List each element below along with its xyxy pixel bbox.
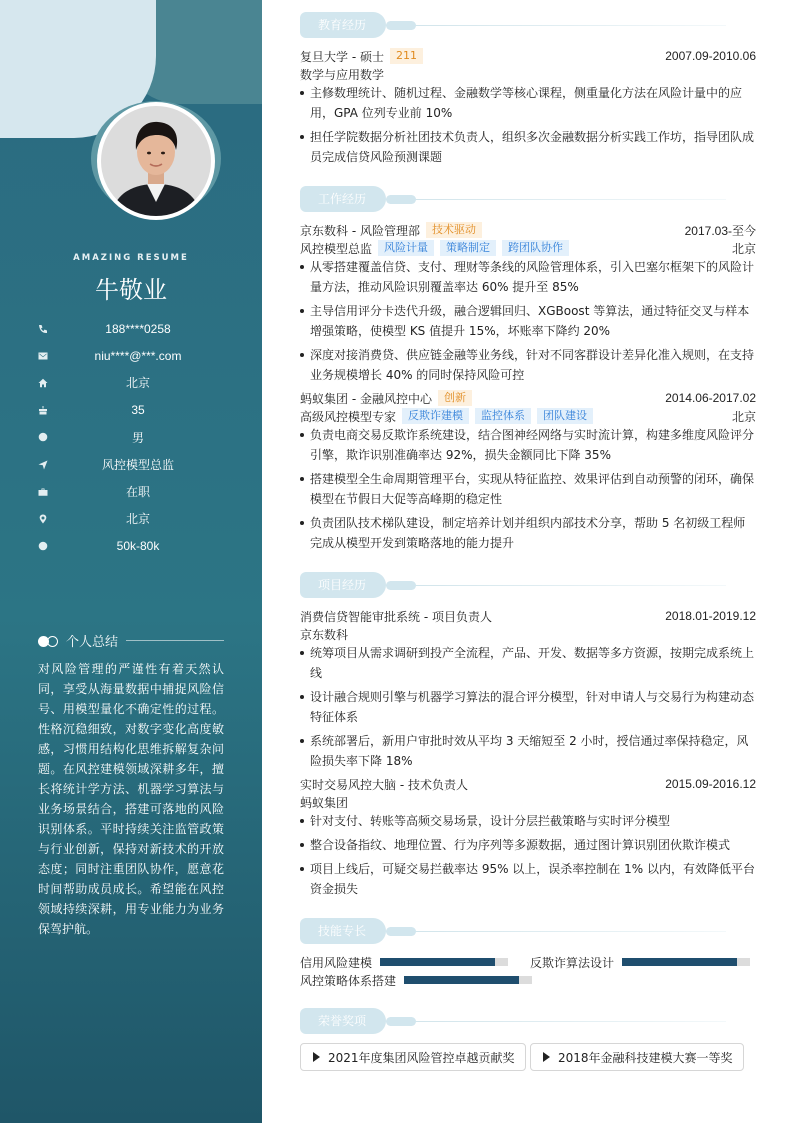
award-name: 2021年度集团风险管控卓越贡献奖 — [328, 1050, 515, 1065]
avatar-photo — [101, 106, 211, 216]
project-name: 消费信贷智能审批系统 - 项目负责人 — [300, 609, 492, 624]
education-bullets — [300, 83, 756, 171]
skill-tag: 监控体系 — [475, 408, 531, 424]
divider — [386, 931, 726, 932]
section-title: 技能专长 — [300, 918, 386, 944]
school-name: 复旦大学 - 硕士 — [300, 49, 384, 64]
project-date: 2018.01-2019.12 — [665, 609, 756, 623]
resume-tagline: AMAZING RESUME — [73, 253, 189, 263]
play-icon — [313, 1052, 320, 1062]
project-date: 2015.09-2016.12 — [665, 777, 756, 791]
location-icon — [36, 512, 50, 526]
skill-bar — [622, 958, 750, 966]
project-row — [300, 775, 756, 793]
company-tag: 技术驱动 — [426, 222, 482, 238]
job-bullets — [300, 425, 756, 557]
company-name: 蚂蚁集团 - 金融风控中心 — [300, 391, 432, 406]
skill-tag: 反欺诈建模 — [402, 408, 469, 424]
contact-list — [36, 315, 226, 560]
skill-item — [300, 953, 508, 971]
decor-shape — [386, 195, 416, 204]
project-org-row — [300, 625, 756, 643]
section-header-awards — [300, 1008, 756, 1034]
position-row — [300, 239, 756, 257]
info-value: niu****@***.com — [94, 348, 182, 363]
skill-fill — [404, 976, 519, 984]
list-item: 主修数理统计、随机过程、金融数学等核心课程，侧重量化方法在风险计量中的应用，GPA 位列专业前 10% — [300, 83, 756, 123]
skill-name: 风控策略体系搭建 — [300, 973, 397, 988]
info-age — [36, 397, 226, 424]
decor-shape — [386, 581, 416, 590]
avatar — [97, 102, 215, 220]
list-item: 项目上线后，可疑交易拦截率达 95% 以上，误杀率控制在 1% 以内，有效降低平台资金损失 — [300, 859, 756, 899]
info-phone — [36, 315, 226, 342]
list-item: 从零搭建覆盖信贷、支付、理财等条线的风险管理体系，引入巴塞尔框架下的风险计量方法，推动风险识别覆盖率达 60% 提升至 85% — [300, 257, 756, 297]
list-item: 深度对接消费贷、供应链金融等业务线，针对不同客群设计差异化准入规则，在支持业务规模增长 40% 的同时保持风险可控 — [300, 345, 756, 385]
summary-text: 对风险管理的严谨性有着天然认同，享受从海量数据中捕捉风险信号、用模型量化不确定性的过程。性格沉稳细致，对数字变化高度敏感，习惯用结构化思维拆解复杂问题。在风控建模领域深耕多年，擅长将统计学方法、机器学习算法与业务场景结合，搭建可落地的风险识别体系。平时持续关注监管政策与行业创新，保持对新技术的开放态度；同时注重团队协作，愿意花时间帮助成员成长。希望能在风控领域持续深耕，用专业能力为业务保驾护航。 — [38, 662, 224, 936]
section-title: 项目经历 — [300, 572, 386, 598]
school-tag: 211 — [390, 48, 423, 64]
project-org: 京东数科 — [300, 627, 349, 642]
info-value: 188****0258 — [105, 321, 171, 336]
list-item: 设计融合规则引擎与机器学习算法的混合评分模型，针对申请人与交易行为构建动态特征体系 — [300, 687, 756, 727]
divider — [386, 1021, 726, 1022]
section-title: 教育经历 — [300, 12, 386, 38]
major: 数学与应用数学 — [300, 67, 385, 82]
project-name: 实时交易风控大脑 - 技术负责人 — [300, 777, 468, 792]
skill-fill — [622, 958, 737, 966]
list-item: 负责电商交易反欺诈系统建设，结合图神经网络与实时流计算，构建多维度风险评分引擎，欺诈识别准确率达 92%，损失金额同比下降 35% — [300, 425, 756, 465]
project-org-row — [300, 793, 756, 811]
position-row — [300, 407, 756, 425]
project-org: 蚂蚁集团 — [300, 795, 349, 810]
info-salary — [36, 533, 226, 560]
info-value: 在职 — [125, 485, 150, 500]
skill-fill — [380, 958, 495, 966]
list-item: 负责团队技术梯队建设，制定培养计划并组织内部技术分享，帮助 5 名初级工程师完成从模型开发到策略落地的能力提升 — [300, 513, 756, 553]
award-item — [300, 1043, 526, 1071]
list-item: 搭建模型全生命周期管理平台，实现从特征监控、效果评估到自动预警的闭环，确保模型在节假日大促等高峰期的稳定性 — [300, 469, 756, 509]
divider — [126, 640, 224, 641]
decor-shape — [386, 21, 416, 30]
job-row — [300, 221, 756, 239]
section-header-projects — [300, 572, 756, 598]
summary-header — [38, 631, 224, 650]
list-item: 统筹项目从需求调研到投产全流程，产品、开发、数据等多方资源，按期完成系统上线 — [300, 643, 756, 683]
info-value: 北京 — [125, 376, 150, 391]
divider — [386, 585, 726, 586]
education-date: 2007.09-2010.06 — [665, 49, 756, 63]
info-status — [36, 478, 226, 505]
section-title: 荣誉奖项 — [300, 1008, 386, 1034]
sidebar — [0, 0, 262, 1123]
section-title: 工作经历 — [300, 186, 386, 212]
major-row — [300, 65, 756, 83]
info-value: 风控模型总监 — [101, 458, 174, 473]
skill-tag: 团队建设 — [537, 408, 593, 424]
info-home — [36, 369, 226, 396]
skill-bar — [380, 958, 508, 966]
decor-shape — [386, 927, 416, 936]
section-header-work — [300, 186, 756, 212]
home-icon — [36, 376, 50, 390]
divider — [386, 25, 726, 26]
list-item: 担任学院数据分析社团技术负责人，组织多次金融数据分析实践工作坊，指导团队成员完成信贷风险预测课题 — [300, 127, 756, 167]
award-name: 2018年金融科技建模大赛一等奖 — [558, 1050, 733, 1065]
skill-tag: 风险计量 — [378, 240, 434, 256]
company-name: 京东数科 - 风险管理部 — [300, 223, 420, 238]
skill-tag: 跨团队协作 — [502, 240, 569, 256]
list-item: 整合设备指纹、地理位置、行为序列等多源数据，通过图计算识别团伙欺诈模式 — [300, 835, 756, 855]
job-date: 2014.06-2017.02 — [665, 391, 756, 405]
decor-shape — [386, 1017, 416, 1026]
play-icon — [543, 1052, 550, 1062]
info-title — [36, 451, 226, 478]
info-value: 北京 — [125, 512, 150, 527]
skill-bar — [404, 976, 532, 984]
list-item: 主导信用评分卡迭代升级，融合逻辑回归、XGBoost 等算法，通过特征交叉与样本增强策略，使模型 KS 值提升 15%，坏账率下降约 20% — [300, 301, 756, 341]
cake-icon — [36, 403, 50, 417]
info-value: 男 — [131, 430, 144, 445]
award-item — [530, 1043, 744, 1071]
mail-icon — [36, 349, 50, 363]
skill-name: 反欺诈算法设计 — [530, 955, 615, 970]
project-bullets — [300, 811, 756, 903]
education-row — [300, 47, 756, 65]
phone-icon — [36, 322, 50, 336]
skill-item — [530, 953, 750, 971]
project-bullets — [300, 643, 756, 775]
skill-tag: 策略制定 — [440, 240, 496, 256]
info-gender — [36, 424, 226, 451]
send-icon — [36, 458, 50, 472]
company-tag: 创新 — [438, 390, 472, 406]
info-value: 35 — [131, 403, 145, 418]
job-bullets — [300, 257, 756, 389]
list-item: 针对支付、转账等高频交易场景，设计分层拦截策略与实时评分模型 — [300, 811, 756, 831]
section-header-skills — [300, 918, 756, 944]
skill-item — [300, 971, 532, 989]
summary-title: 个人总结 — [66, 635, 119, 650]
info-location — [36, 505, 226, 532]
gender-icon — [36, 430, 50, 444]
skill-name: 信用风险建模 — [300, 955, 373, 970]
bullet-dots-icon — [38, 635, 60, 647]
section-header-education — [300, 12, 756, 38]
job-date: 2017.03-至今 — [684, 223, 756, 238]
position: 风控模型总监 — [300, 241, 373, 256]
job-row — [300, 389, 756, 407]
info-value: 50k-80k — [116, 539, 160, 554]
list-item: 系统部署后，新用户审批时效从平均 3 天缩短至 2 小时，授信通过率保持稳定，风险损失率下降 18% — [300, 731, 756, 771]
info-email — [36, 342, 226, 369]
position: 高级风控模型专家 — [300, 409, 397, 424]
person-name: 牛敬业 — [95, 276, 167, 304]
divider — [386, 199, 726, 200]
salary-icon — [36, 539, 50, 553]
project-row — [300, 607, 756, 625]
briefcase-icon — [36, 485, 50, 499]
job-city: 北京 — [731, 409, 756, 424]
job-city: 北京 — [731, 241, 756, 256]
